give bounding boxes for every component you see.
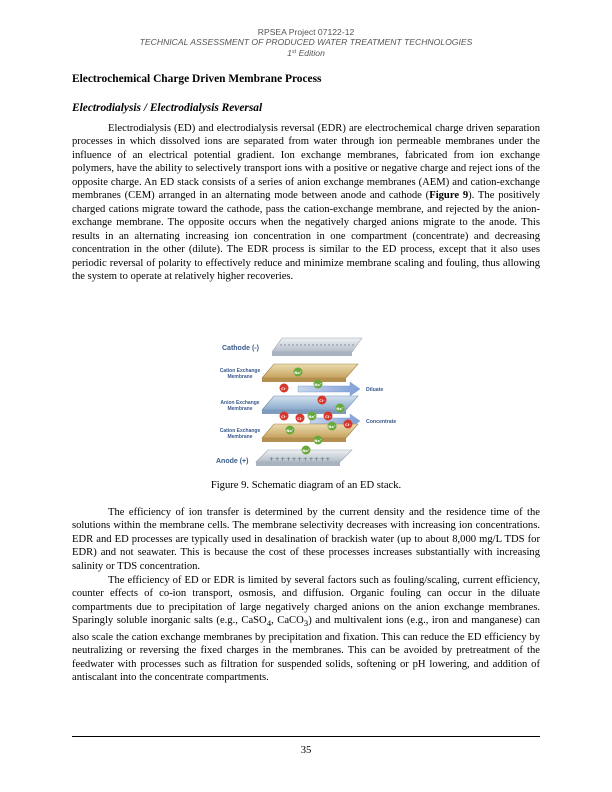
cathode-label: Cathode (-) — [222, 345, 259, 352]
svg-text:Cl⁻: Cl⁻ — [281, 387, 287, 391]
ion-na-6 — [286, 426, 295, 435]
edition-number: 1 — [287, 48, 292, 58]
running-header-project: RPSEA Project 07122-12 — [257, 27, 355, 37]
ion-cl-3 — [280, 412, 289, 421]
diluate-label: Diluate — [366, 387, 384, 393]
svg-text:Na⁺: Na⁺ — [314, 439, 322, 443]
ion-na-3 — [336, 404, 345, 413]
ion-na-1 — [294, 368, 303, 377]
paragraph-1-text-a: Electrodialysis (ED) and electrodialysis reversal (EDR) are electrochemical charge driven separation processes in which dissolved ions are separated from water through ion permeable membranes under the influence of an electrical potential gradient. Ion exchange membranes, fabricated from ion exchange polymers, have the ability to selectively transport ions with a positive or negative charge and reject ions of the opposite charge. An ED stack consists of a series of anion exchange membranes (AEM) and cation-exchange membranes (CEM) arranged in an alternating mode between anode and cathode ( — [72, 123, 540, 202]
section-title: Electrochemical Charge Driven Membrane Process — [72, 73, 322, 85]
paragraph-3-text-a: The efficiency of ED or EDR is limited by several factors such as fouling/scaling, current efficiency, counter effects of co-ion transport, osmosis, and diffusion. Organic fouling can occur in the diluate compartments due to precipitation of large negatively charged anions on the anion exchange membranes. Sparingly soluble inorganic salts (e.g., CaSO — [72, 575, 540, 627]
subscript-3: 3 — [303, 618, 309, 629]
svg-text:Na⁺: Na⁺ — [286, 429, 294, 433]
aem-label-line1: Anion Exchange — [220, 400, 260, 406]
edition-superscript: st — [291, 49, 297, 55]
edition-word: Edition — [296, 48, 325, 58]
subsection-title: Electrodialysis / Electrodialysis Reversal — [72, 102, 263, 114]
cem-bottom-label-line1: Cation Exchange — [219, 428, 261, 434]
svg-text:Na⁺: Na⁺ — [308, 415, 316, 419]
cem-bottom-label-line2: Membrane — [227, 434, 253, 440]
running-header-edition — [0, 47, 612, 58]
page-number: 35 — [300, 745, 312, 756]
ion-cl-6 — [344, 420, 353, 429]
cathode-plate — [272, 338, 362, 356]
cation-membrane-bottom — [262, 424, 358, 442]
svg-text:Na⁺: Na⁺ — [336, 407, 344, 411]
diluate-arrow — [298, 382, 360, 396]
paragraph-3-text-c: ) and multivalent ions (e.g., iron and manganese) can also scale the cation exchange membranes by precipitation and fixation. This can reduce the ED efficiency by neutralizing or reversing the fixed charges in the membranes. This can be avoided by pretreatment of the feedwater with processes such as filtration for suspended solids, softening or pH lowering, and addition of antiscalant into the concentrate compartments. — [72, 615, 541, 684]
svg-text:Na⁺: Na⁺ — [314, 383, 322, 387]
svg-text:+++++++++++: +++++++++++ — [269, 456, 331, 463]
svg-text:Cl⁻: Cl⁻ — [319, 399, 325, 403]
running-header-title: TECHNICAL ASSESSMENT OF PRODUCED WATER TREATMENT TECHNOLOGIES — [139, 37, 473, 47]
paragraph-2 — [72, 506, 540, 573]
figure-reference: Figure 9 — [429, 190, 469, 202]
ion-na-8 — [302, 446, 311, 455]
paragraph-3-text-b: , CaCO — [271, 615, 304, 627]
ion-cl-1 — [280, 384, 289, 393]
figure-caption: Figure 9. Schematic diagram of an ED stack. — [210, 480, 402, 491]
svg-text:Na⁺: Na⁺ — [294, 371, 302, 375]
svg-text:Cl⁻: Cl⁻ — [325, 415, 331, 419]
concentrate-label: Concentrate — [366, 419, 397, 425]
ion-cl-5 — [324, 412, 333, 421]
anion-membrane — [262, 396, 358, 414]
cem-top-label-line1: Cation Exchange — [219, 368, 261, 374]
paragraph-1 — [72, 122, 540, 283]
ion-na-7 — [314, 436, 323, 445]
svg-text:Na⁺: Na⁺ — [328, 425, 336, 429]
svg-text:Cl⁻: Cl⁻ — [281, 415, 287, 419]
paragraph-2-text: The efficiency of ion transfer is determined by the current density and the residence time of the solutions within the membrane cells. The membrane selectivity decreases with increasing ion concentrations. EDR and ED processes are typically used in desalination of brackish water (up to about 8,000 mg/L TDS for EDR) and not seawater. This is because the cost of these processes increases substantially with increasing salinity or TDS concentration. — [72, 507, 540, 572]
ion-cl-4 — [296, 414, 305, 423]
ion-na-5 — [328, 422, 337, 431]
cation-membrane-top — [262, 364, 358, 382]
subscript-4: 4 — [266, 618, 272, 629]
svg-text:Cl⁻: Cl⁻ — [297, 417, 303, 421]
ion-na-2 — [314, 380, 323, 389]
ion-cl-2 — [318, 396, 327, 405]
anode-label: Anode (+) — [216, 458, 249, 465]
ed-stack-figure — [200, 330, 414, 470]
svg-text:Cl⁻: Cl⁻ — [345, 423, 351, 427]
paragraph-1-text-b: ). The positively charged cations migrate toward the cathode, pass the cation-exchange membrane, and rejected by the anion-exchange membrane. The opposite occurs when the negatively charged anions migrate to the anode. This results in an alternating increasing ion concentration in one compartment (concentrate) and decreasing concentration in the other (dilute). The EDR process is similar to the ED process, except that it also uses periodic reversal of polarity to effectively reduce and minimize membrane scaling and fouling, thus allowing the system to operate at relatively higher recoveries. — [72, 190, 540, 282]
footer-rule — [72, 736, 540, 737]
cem-top-label-line2: Membrane — [227, 374, 253, 380]
ion-na-4 — [308, 412, 317, 421]
paragraph-3 — [72, 574, 540, 685]
aem-label-line2: Membrane — [227, 406, 253, 412]
svg-text:Na⁺: Na⁺ — [302, 449, 310, 453]
